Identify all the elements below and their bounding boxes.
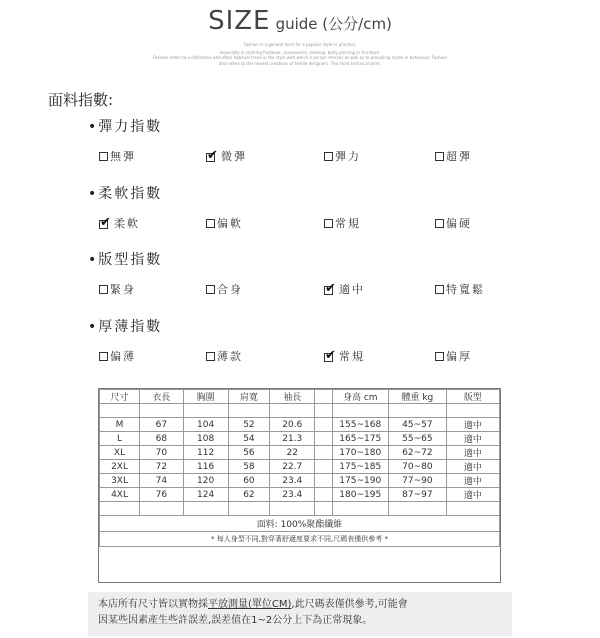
- material-cell: 面料: 100%聚酯纖維: [100, 516, 500, 532]
- table-cell: 45~57: [388, 418, 446, 432]
- option-label: 彈力: [335, 150, 361, 163]
- table-cell: [315, 446, 332, 460]
- table-cell: [315, 418, 332, 432]
- group-title: •柔軟指數: [88, 186, 163, 202]
- index-option: [324, 148, 361, 164]
- table-cell: 23.4: [270, 488, 315, 502]
- table-cell: L: [100, 432, 140, 446]
- tagline-line-2: especially in clothing footwear, accessories, makeup, body piercing or furniture.: [219, 50, 381, 55]
- table-row: [100, 446, 500, 460]
- index-option: [435, 348, 472, 364]
- header-cell: 衣長: [140, 390, 184, 404]
- table-cell: 21.3: [270, 432, 315, 446]
- table-cell: 60: [228, 474, 270, 488]
- empty-box-icon: [435, 285, 444, 294]
- table-cell: 120: [183, 474, 228, 488]
- table-cell: 20.6: [270, 418, 315, 432]
- header-cell: 身高 cm: [332, 390, 388, 404]
- table-cell: 適中: [446, 418, 499, 432]
- empty-box-icon: [206, 219, 215, 228]
- table-cell: 適中: [446, 432, 499, 446]
- empty-box-icon: [99, 352, 108, 361]
- option-label: 柔軟: [114, 217, 140, 230]
- table-cell: 112: [183, 446, 228, 460]
- index-option: [324, 215, 361, 231]
- notice-underline: 平放測量(單位CM): [208, 599, 292, 610]
- notice-text-pre: 本店所有尺寸皆以實物採: [98, 599, 208, 610]
- group-title: •彈力指數: [88, 119, 163, 135]
- measurement-notice: [88, 592, 512, 636]
- table-cell: 77~90: [388, 474, 446, 488]
- table-cell: 108: [183, 432, 228, 446]
- table-row: [100, 474, 500, 488]
- notice-line-2: 因某些因素產生些許誤差,誤差值在1~2公分上下為正常現象。: [98, 615, 373, 626]
- table-cell: 22.7: [270, 460, 315, 474]
- table-cell: 74: [140, 474, 184, 488]
- option-label: 超彈: [446, 150, 472, 163]
- option-label: 合身: [217, 283, 243, 296]
- table-cell: 165~175: [332, 432, 388, 446]
- table-cell: 適中: [446, 446, 499, 460]
- fabric-index-label: 面料指數:: [48, 91, 114, 109]
- option-label: 無彈: [110, 150, 136, 163]
- table-cell: [315, 460, 332, 474]
- table-cell: 適中: [446, 460, 499, 474]
- guide-unit-text: guide (公分/cm): [275, 15, 392, 33]
- header-cell: [315, 390, 332, 404]
- table-cell: 58: [228, 460, 270, 474]
- header-cell: 版型: [446, 390, 499, 404]
- table-cell: 52: [228, 418, 270, 432]
- empty-box-icon: [206, 285, 215, 294]
- index-option: [324, 348, 365, 364]
- table-cell: 22: [270, 446, 315, 460]
- table-blank-row: [100, 502, 500, 516]
- table-cell: 56: [228, 446, 270, 460]
- checked-box-icon: ✔: [100, 214, 111, 230]
- tagline-line-4: also refers to the newest creations of textile designers. The more technical term,: [218, 61, 382, 66]
- size-guide-title: [0, 6, 600, 36]
- size-title-text: SIZE: [208, 6, 271, 36]
- footnote-cell: * 每人身型不同,對穿著舒適度要求不同,尺碼表僅供參考 *: [100, 532, 500, 547]
- table-cell: 62~72: [388, 446, 446, 460]
- footnote-row: [100, 532, 500, 547]
- index-option: [206, 215, 243, 231]
- table-cell: 124: [183, 488, 228, 502]
- table-cell: 70: [140, 446, 184, 460]
- group-title: •版型指數: [88, 252, 163, 268]
- table-row: [100, 488, 500, 502]
- empty-box-icon: [324, 152, 333, 161]
- table-cell: 104: [183, 418, 228, 432]
- option-label: 偏軟: [217, 217, 243, 230]
- index-option: [435, 281, 485, 297]
- empty-box-icon: [324, 219, 333, 228]
- option-label: 常規: [339, 350, 365, 363]
- index-option: [99, 215, 140, 231]
- option-label: 緊身: [110, 283, 136, 296]
- table-cell: 72: [140, 460, 184, 474]
- option-label: 微彈: [221, 150, 247, 163]
- index-option: [206, 148, 247, 164]
- checked-box-icon: ✔: [207, 147, 218, 163]
- empty-box-icon: [435, 219, 444, 228]
- table-cell: 適中: [446, 488, 499, 502]
- header-cell: 袖長: [270, 390, 315, 404]
- index-option: [99, 348, 136, 364]
- index-option: [206, 281, 243, 297]
- option-label: 偏硬: [446, 217, 472, 230]
- header-cell: 體重 kg: [388, 390, 446, 404]
- index-option: [324, 281, 365, 297]
- table-cell: 54: [228, 432, 270, 446]
- size-table: [99, 389, 500, 547]
- table-row: [100, 432, 500, 446]
- option-label: 適中: [339, 283, 365, 296]
- checked-box-icon: ✔: [325, 280, 336, 296]
- empty-box-icon: [99, 285, 108, 294]
- table-cell: 155~168: [332, 418, 388, 432]
- index-option: [99, 281, 136, 297]
- table-row: [100, 418, 500, 432]
- table-cell: 70~80: [388, 460, 446, 474]
- tagline-line-3: Fashion refers to a distinctive and often habitual trend in the style with which a person dresses as well as to prevailing styles in behaviour. Fashion: [152, 55, 448, 60]
- empty-box-icon: [206, 352, 215, 361]
- checked-box-icon: ✔: [325, 347, 336, 363]
- table-cell: 175~190: [332, 474, 388, 488]
- header-cell: 胸圍: [183, 390, 228, 404]
- index-option: [435, 148, 472, 164]
- option-label: 特寬鬆: [446, 283, 485, 296]
- tagline-line-1: Fashion is a general term for a popular style or practice,: [243, 42, 357, 47]
- table-cell: 67: [140, 418, 184, 432]
- table-cell: 62: [228, 488, 270, 502]
- empty-box-icon: [435, 352, 444, 361]
- material-row: [100, 516, 500, 532]
- table-cell: XL: [100, 446, 140, 460]
- table-cell: 23.4: [270, 474, 315, 488]
- table-blank-row: [100, 404, 500, 418]
- index-option: [99, 148, 136, 164]
- table-cell: 87~97: [388, 488, 446, 502]
- table-cell: 55~65: [388, 432, 446, 446]
- header-cell: 尺寸: [100, 390, 140, 404]
- header-cell: 肩寬: [228, 390, 270, 404]
- table-cell: 180~195: [332, 488, 388, 502]
- empty-box-icon: [99, 152, 108, 161]
- table-cell: 68: [140, 432, 184, 446]
- table-cell: 116: [183, 460, 228, 474]
- index-option: [206, 348, 243, 364]
- table-cell: [315, 488, 332, 502]
- table-header-row: [100, 390, 500, 404]
- index-option: [435, 215, 472, 231]
- option-label: 偏厚: [446, 350, 472, 363]
- group-title: •厚薄指數: [88, 319, 163, 335]
- option-label: 薄款: [217, 350, 243, 363]
- option-label: 偏薄: [110, 350, 136, 363]
- option-label: 常規: [335, 217, 361, 230]
- table-cell: M: [100, 418, 140, 432]
- table-cell: 170~180: [332, 446, 388, 460]
- table-cell: [315, 432, 332, 446]
- table-body: [100, 418, 500, 502]
- notice-text-post: ,此尺碼表僅供參考,可能會: [291, 599, 408, 610]
- table-cell: 適中: [446, 474, 499, 488]
- table-cell: 3XL: [100, 474, 140, 488]
- empty-box-icon: [435, 152, 444, 161]
- table-cell: 76: [140, 488, 184, 502]
- table-cell: 175~185: [332, 460, 388, 474]
- table-cell: 2XL: [100, 460, 140, 474]
- size-table-frame: [98, 388, 501, 583]
- table-row: [100, 460, 500, 474]
- table-cell: [315, 474, 332, 488]
- table-cell: 4XL: [100, 488, 140, 502]
